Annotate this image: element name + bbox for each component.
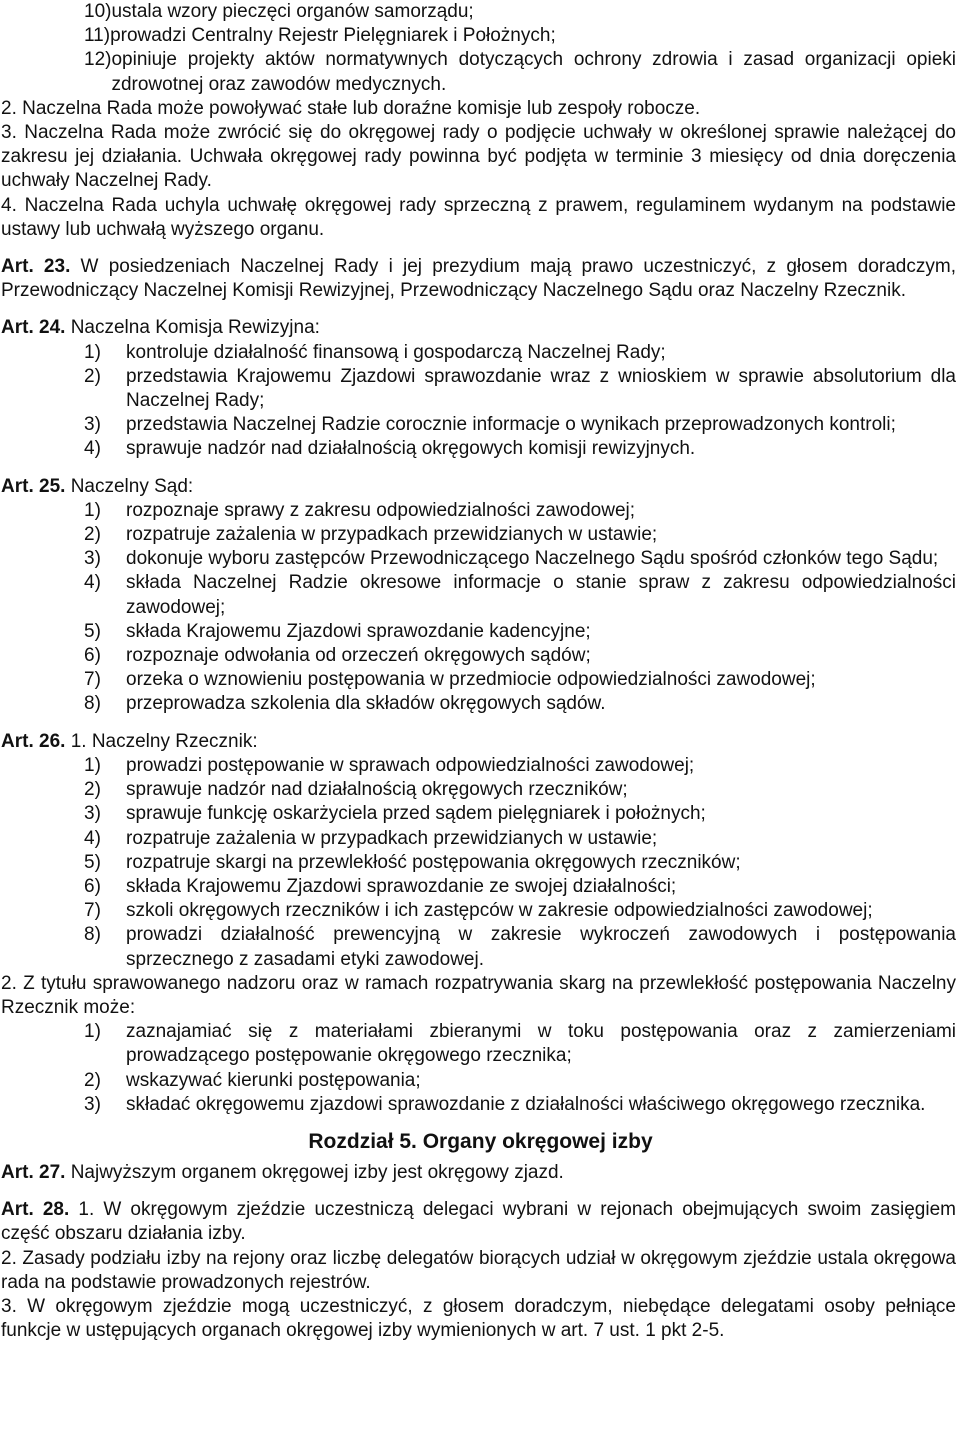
article-text: 1. Naczelny Rzecznik:	[65, 730, 258, 752]
item-number: 3)	[84, 414, 101, 436]
item-text: rozpoznaje odwołania od orzeczeń okręgowych sądów;	[126, 645, 591, 667]
art24-heading	[1, 316, 956, 340]
list-item	[1, 413, 956, 437]
item-number: 5)	[84, 620, 101, 642]
item-number: 8)	[84, 924, 101, 946]
item-text: szkoli okręgowych rzeczników i ich zastępców w zakresie odpowiedzialności zawodowej;	[126, 900, 873, 922]
list-item	[1, 341, 956, 365]
item-text: orzeka o wznowieniu postępowania w przedmiocie odpowiedzialności zawodowej;	[126, 669, 816, 691]
item-number: 1)	[84, 754, 101, 776]
art26-paragraph-2: 2. Z tytułu sprawowanego nadzoru oraz w ramach rozpatrywania skarg na przewlekłość postępowania Naczelny Rzecznik może:	[1, 972, 956, 1018]
art27-paragraph	[1, 1161, 956, 1185]
list-item	[1, 778, 956, 802]
art25-heading	[1, 475, 956, 499]
list-item	[1, 571, 956, 619]
art22-paragraph-2: 2. Naczelna Rada może powoływać stałe lub doraźne komisje lub zespoły robocze.	[1, 97, 701, 119]
article-label: Art. 25.	[1, 475, 66, 497]
item-number: 2)	[84, 779, 101, 801]
item-text: składa Krajowemu Zjazdowi sprawozdanie kadencyjne;	[126, 620, 591, 642]
item-text: rozpatruje zażalenia w przypadkach przewidzianych w ustawie;	[126, 524, 658, 546]
item-number: 4)	[84, 827, 101, 849]
chapter-heading: Rozdział 5. Organy okręgowej izby	[308, 1129, 653, 1153]
list-item	[1, 365, 956, 413]
list-item	[1, 899, 956, 923]
item-number: 4)	[84, 572, 101, 594]
item-text: prowadzi działalność prewencyjną w zakresie wykroczeń zawodowych i postępowania sprzecznego z zasadami etyki zawodowej.	[126, 924, 956, 970]
list-item	[1, 827, 956, 851]
list-item	[1, 875, 956, 899]
item-text: dokonuje wyboru zastępców Przewodniczącego Naczelnego Sądu spośród członków tego Sądu;	[126, 548, 939, 570]
list-item	[1, 499, 956, 523]
list-item	[1, 24, 956, 48]
art24-items-list	[1, 341, 956, 462]
list-item	[1, 754, 956, 778]
item-text: sprawuje nadzór nad działalnością okręgowych komisji rewizyjnych.	[126, 438, 696, 460]
item-text: kontroluje działalność finansową i gospodarczą Naczelnej Rady;	[126, 341, 666, 363]
article-label: Art. 28.	[1, 1199, 70, 1221]
list-item	[1, 923, 956, 971]
list-item	[1, 851, 956, 875]
item-text: prowadzi postępowanie w sprawach odpowiedzialności zawodowej;	[126, 754, 695, 776]
item-number: 7)	[84, 900, 101, 922]
item-number: 12)	[84, 49, 112, 71]
item-text: przedstawia Naczelnej Radzie corocznie informacje o wynikach przeprowadzonych kontroli;	[126, 414, 896, 436]
item-number: 2)	[84, 1069, 101, 1091]
art28-paragraph-2: 2. Zasady podziału izby na rejony oraz liczbę delegatów biorących udział w okręgowym zjeździe ustala okręgowa rada na podstawie prowadzonych rejestrów.	[1, 1247, 956, 1293]
item-number: 1)	[84, 341, 101, 363]
art28-paragraph-3: 3. W okręgowym zjeździe mogą uczestniczyć, z głosem doradczym, niebędące delegatami osoby pełniące funkcje w ustępujących organach okręgowej izby wymienionych w art. 7 ust. 1 pkt 2-5.	[1, 1295, 956, 1342]
item-text: sprawuje funkcję oskarżyciela przed sądem pielęgniarek i położnych;	[126, 803, 706, 825]
item-text: zaznajamiać się z materiałami zbieranymi w toku postępowania oraz z zamierzeniami prowadzącego postępowanie okręgowego rzecznika;	[126, 1021, 956, 1067]
list-item	[1, 1093, 956, 1117]
list-item	[1, 802, 956, 826]
item-text: prowadzi Centralny Rejestr Pielęgniarek i Położnych;	[110, 25, 556, 47]
list-item	[1, 547, 956, 571]
item-text: składa Krajowemu Zjazdowi sprawozdanie ze swojej działalności;	[126, 875, 677, 897]
item-text: ustala wzory pieczęci organów samorządu;	[111, 1, 474, 22]
list-item	[1, 437, 956, 461]
article-label: Art. 23.	[1, 256, 71, 278]
item-number: 4)	[84, 438, 101, 460]
article-text: 1. W okręgowym zjeździe uczestniczą delegaci wybrani w rejonach obejmujących swoim zasięgiem część obszaru działania izby.	[1, 1199, 956, 1245]
list-item	[1, 0, 956, 24]
list-item	[1, 523, 956, 547]
item-number: 2)	[84, 524, 101, 546]
item-text: rozpatruje zażalenia w przypadkach przewidzianych w ustawie;	[126, 827, 658, 849]
art26-heading	[1, 730, 956, 754]
item-number: 6)	[84, 875, 101, 897]
item-text: sprawuje nadzór nad działalnością okręgowych rzeczników;	[126, 779, 628, 801]
list-item	[1, 692, 956, 716]
art25-items-list	[1, 499, 956, 717]
art26-items-list	[1, 754, 956, 972]
item-text: opiniuje projekty aktów normatywnych dotyczących ochrony zdrowia i zasad organizacji opieki zdrowotnej oraz zawodów medycznych.	[111, 49, 956, 95]
article-text: Naczelna Komisja Rewizyjna:	[65, 317, 320, 339]
article-text: Najwyższym organem okręgowej izby jest okręgowy zjazd.	[65, 1161, 564, 1183]
item-text: składa Naczelnej Radzie okresowe informacje o stanie spraw z zakresu odpowiedzialności zawodowej;	[126, 572, 956, 618]
item-text: rozpoznaje sprawy z zakresu odpowiedzialności zawodowej;	[126, 499, 636, 521]
list-item	[1, 48, 956, 96]
item-number: 7)	[84, 669, 101, 691]
art28-paragraph-1	[1, 1198, 956, 1246]
item-number: 2)	[84, 365, 101, 387]
item-text: wskazywać kierunki postępowania;	[126, 1069, 421, 1091]
item-number: 10)	[84, 1, 112, 22]
list-item	[1, 1069, 956, 1093]
item-number: 11)	[84, 25, 111, 47]
article-label: Art. 24.	[1, 317, 66, 339]
art26-p2-items-list	[1, 1020, 956, 1117]
item-text: składać okręgowemu zjazdowi sprawozdanie z działalności właściwego okręgowego rzecznika.	[126, 1093, 926, 1115]
item-number: 5)	[84, 851, 101, 873]
item-number: 3)	[84, 1093, 101, 1115]
list-item	[1, 668, 956, 692]
list-item	[1, 1020, 956, 1068]
article-text: W posiedzeniach Naczelnej Rady i jej prezydium mają prawo uczestniczyć, z głosem doradczym, Przewodniczący Naczelnej Komisji Rewizyjnej, Przewodniczący Naczelnego Sądu oraz Naczelny Rzecznik.	[1, 256, 956, 302]
article-label: Art. 26.	[1, 730, 66, 752]
art23-paragraph	[1, 255, 956, 303]
list-item	[1, 644, 956, 668]
art22-items-list	[1, 0, 956, 97]
article-text: Naczelny Sąd:	[65, 475, 194, 497]
item-text: przeprowadza szkolenia dla składów okręgowych sądów.	[126, 693, 606, 715]
item-number: 3)	[84, 803, 101, 825]
art22-paragraph-3: 3. Naczelna Rada może zwrócić się do okręgowej rady o podjęcie uchwały w określonej sprawie należącej do zakresu jej działania. Uchwała okręgowej rady powinna być podjęta w terminie 3 miesięcy od dnia doręczenia uchwały Naczelnej Rady.	[1, 122, 956, 192]
article-label: Art. 27.	[1, 1161, 66, 1183]
item-number: 1)	[84, 499, 101, 521]
item-number: 3)	[84, 548, 101, 570]
list-item	[1, 620, 956, 644]
item-number: 8)	[84, 693, 101, 715]
item-text: przedstawia Krajowemu Zjazdowi sprawozdanie wraz z wnioskiem w sprawie absolutorium dla Naczelnej Rady;	[126, 365, 956, 412]
item-number: 6)	[84, 645, 101, 667]
item-number: 1)	[84, 1021, 101, 1043]
art22-paragraph-4: 4. Naczelna Rada uchyla uchwałę okręgowej rady sprzeczną z prawem, regulaminem wydanym na podstawie ustawy lub uchwałą wyższego organu.	[1, 194, 956, 240]
item-text: rozpatruje skargi na przewlekłość postępowania okręgowych rzeczników;	[126, 851, 741, 873]
